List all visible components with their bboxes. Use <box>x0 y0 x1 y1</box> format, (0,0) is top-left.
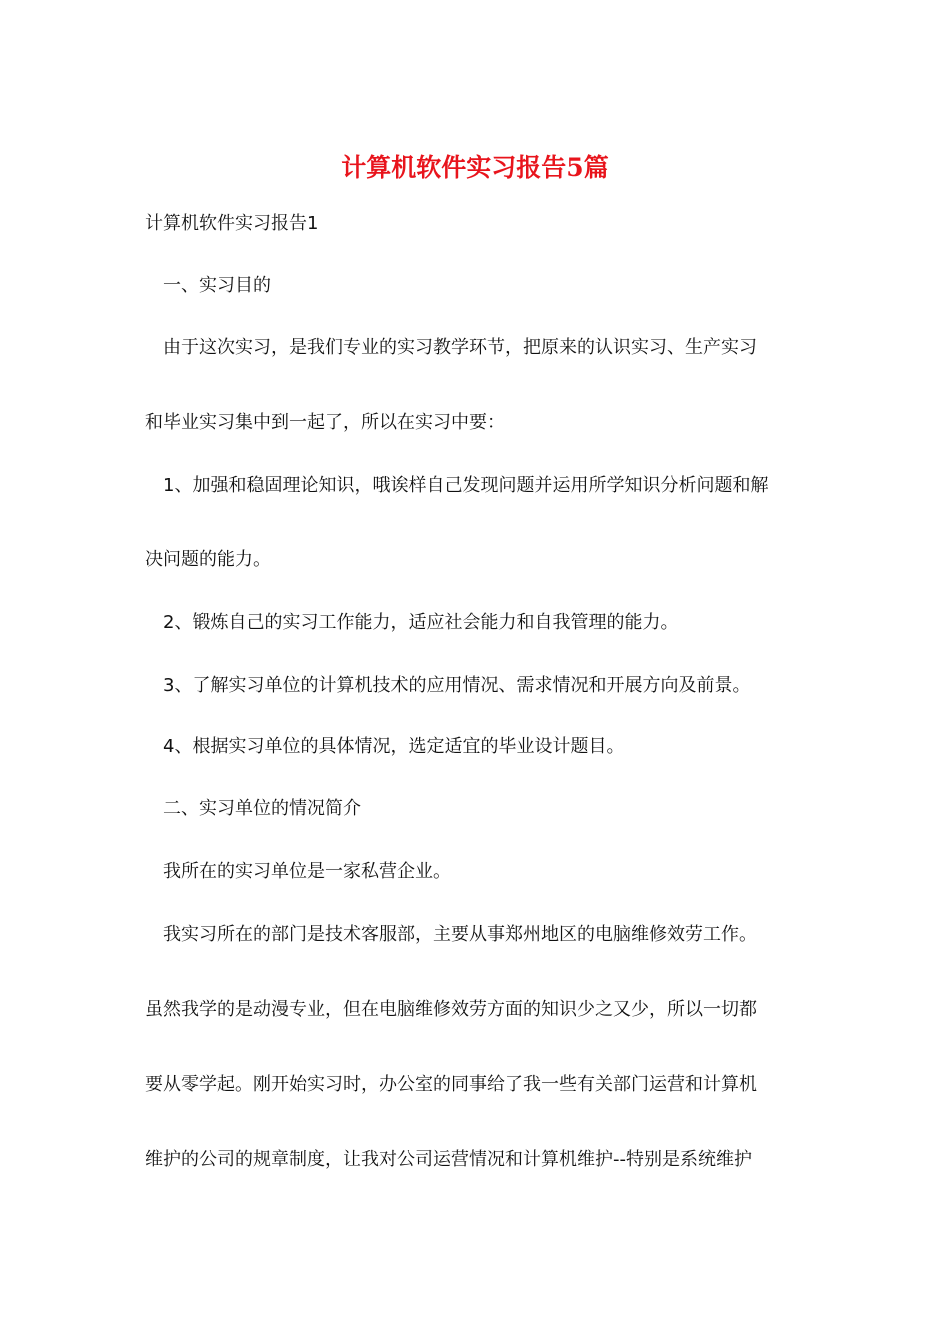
list-item-1-line: 1、加强和稳固理论知识，哦诶样自己发现问题并运用所学知识分析问题和解 <box>163 475 769 496</box>
section-heading-report-1: 计算机软件实习报告1 <box>145 213 319 234</box>
paragraph-line: 我实习所在的部门是技术客服部，主要从事郑州地区的电脑维修效劳工作。 <box>163 924 757 945</box>
paragraph-line: 虽然我学的是动漫专业，但在电脑维修效劳方面的知识少之又少，所以一切都 <box>145 999 757 1020</box>
heading-company-intro: 二、实习单位的情况简介 <box>163 798 361 819</box>
heading-purpose: 一、实习目的 <box>163 275 271 296</box>
list-item-3: 3、了解实习单位的计算机技术的应用情况、需求情况和开展方向及前景。 <box>163 675 751 696</box>
list-item-2: 2、锻炼自己的实习工作能力，适应社会能力和自我管理的能力。 <box>163 612 679 633</box>
document-title: 计算机软件实习报告5篇 <box>341 153 609 182</box>
paragraph-line: 维护的公司的规章制度，让我对公司运营情况和计算机维护--特别是系统维护 <box>145 1149 752 1170</box>
list-item-1-line: 决问题的能力。 <box>145 549 271 570</box>
paragraph-line: 要从零学起。刚开始实习时，办公室的同事给了我一些有关部门运营和计算机 <box>145 1074 757 1095</box>
list-item-4: 4、根据实习单位的具体情况，选定适宜的毕业设计题目。 <box>163 736 625 757</box>
paragraph-line: 由于这次实习，是我们专业的实习教学环节，把原来的认识实习、生产实习 <box>163 337 757 358</box>
paragraph-line: 我所在的实习单位是一家私营企业。 <box>163 861 451 882</box>
paragraph-line: 和毕业实习集中到一起了，所以在实习中要： <box>145 412 505 433</box>
